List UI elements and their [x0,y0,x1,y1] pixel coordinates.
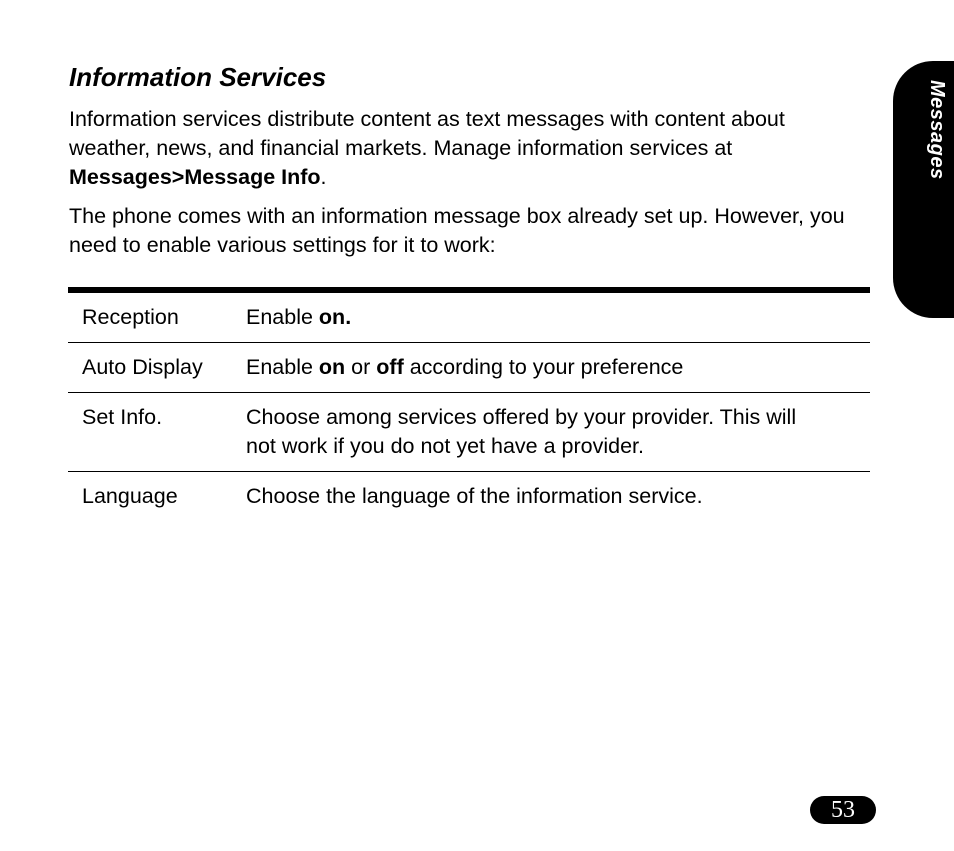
desc-text: Enable [246,355,319,379]
desc-bold: on [318,355,346,379]
setting-description: Choose the language of the information service. [246,484,703,508]
intro-text: Information services distribute content as text messages with content about weather, news, and financial markets. Manage information services at [69,107,785,160]
section-heading: Information Services [69,62,327,92]
setting-description [246,293,870,342]
menu-path: Messages>Message Info [69,165,321,189]
desc-text: Enable [246,305,319,329]
table-row [68,472,870,521]
intro-end: . [320,165,327,189]
desc-bold: off [376,355,404,379]
page-number: 53 [810,796,876,824]
table-row [68,293,870,343]
table-row [68,343,870,393]
settings-table [68,287,870,521]
desc-text: or [345,355,377,379]
setting-description [246,343,870,392]
setup-paragraph: The phone comes with an information message box already set up. However, you need to enable various settings for it to work: [69,204,845,257]
setting-label: Language [82,484,178,508]
setting-label: Auto Display [82,355,203,379]
setting-label: Set Info. [82,405,163,429]
desc-text: according to your preference [403,355,684,379]
desc-bold: on. [318,305,352,329]
setting-description: Choose among services offered by your provider. This will not work if you do not yet have a provider. [246,405,797,458]
setting-label: Reception [82,305,179,329]
chapter-tab-label: Messages [926,80,948,180]
table-row [68,393,870,472]
intro-paragraph [69,105,869,192]
